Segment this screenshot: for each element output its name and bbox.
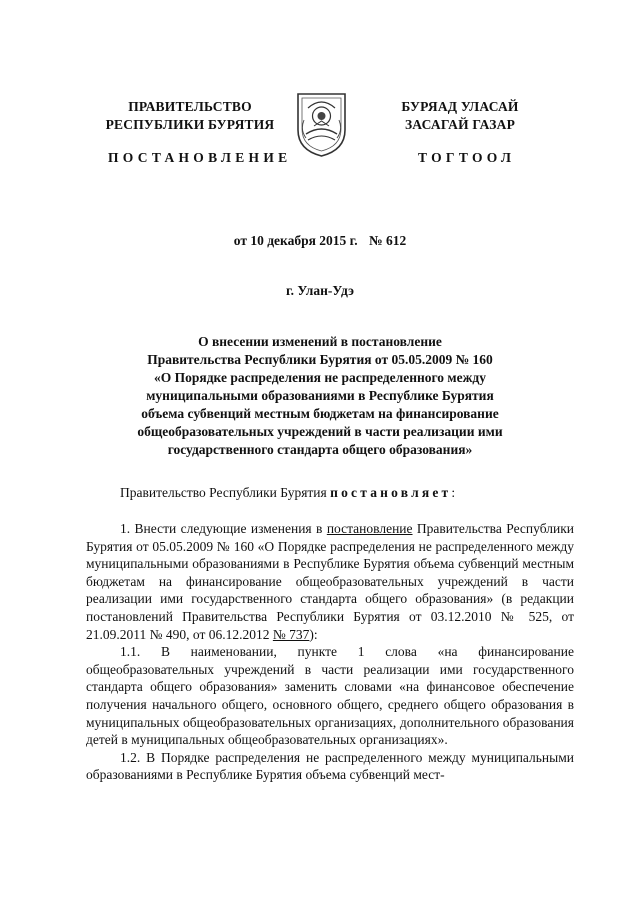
title-line: государственного стандарта общего образования» bbox=[167, 442, 473, 457]
title-line: Правительства Республики Бурятия от 05.05.2009 № 160 bbox=[147, 352, 493, 367]
preamble-text: Правительство Республики Бурятия bbox=[120, 485, 331, 500]
resolution-737-link[interactable]: № 737 bbox=[272, 626, 310, 642]
government-name-ru bbox=[105, 98, 275, 134]
document-date-number bbox=[0, 233, 640, 249]
title-line: муниципальными образованиями в Республике Бурятия bbox=[146, 388, 494, 403]
government-name-bua bbox=[380, 98, 540, 134]
document-date: от 10 декабря 2015 г. bbox=[233, 233, 358, 248]
title-line: О внесении изменений в постановление bbox=[198, 334, 442, 349]
document-city: г. Улан-Удэ bbox=[286, 283, 354, 298]
coat-of-arms-icon bbox=[294, 90, 349, 158]
preamble-action: постановляет bbox=[330, 485, 452, 500]
document-type-ru: ПОСТАНОВЛЕНИЕ bbox=[108, 150, 292, 165]
government-line-1: ПРАВИТЕЛЬСТВО bbox=[128, 99, 252, 114]
government-line-1-bua: БУРЯАД УЛАСАЙ bbox=[401, 99, 519, 114]
title-line: «О Порядке распределения не распределенного между bbox=[154, 370, 486, 385]
preamble-colon: : bbox=[451, 485, 456, 500]
paragraph-1-text-c: ): bbox=[309, 626, 318, 642]
paragraph-1-1: 1.1. В наименовании, пункте 1 слова «на финансирование общеобразовательных учреждений в части реализации ими государственного стандарта общего образования» заменить словами «на финансовое обеспечение получения начального общего, основного общего, среднего общего образования в муниципальных общеобразовательных организациях, дополнительного образования детей в муниципальных общеобразовательных организациях». bbox=[86, 644, 574, 748]
preamble bbox=[120, 485, 560, 501]
document-type-bua: ТОГТООЛ bbox=[418, 150, 516, 165]
government-line-2-bua: ЗАСАГАЙ ГАЗАР bbox=[404, 117, 516, 132]
paragraph-1 bbox=[86, 520, 574, 643]
document-body bbox=[86, 520, 574, 784]
document-number: № 612 bbox=[369, 233, 407, 248]
title-line: общеобразовательных учреждений в части реализации ими bbox=[137, 424, 503, 439]
government-line-2: РЕСПУБЛИКИ БУРЯТИЯ bbox=[105, 117, 275, 132]
paragraph-1-2: 1.2. В Порядке распределения не распределенного между муниципальными образованиями в Республике Бурятия объема субвенций мест- bbox=[86, 749, 574, 783]
title-line: объема субвенций местным бюджетам на финансирование bbox=[141, 406, 499, 421]
paragraph-1-text-b: Правительства Республики Бурятия от 05.05.2009 № 160 «О Порядке распределения не распределенного между муниципальными образованиями в Республике Бурятия объема субвенций местным бюджетам на финансирование общеобразовательных учреждений в части реализации ими государственного стандарта общего образования» (в редакции постановлений Правительства Республики Бурятия от 03.12.2010 № 525, от 21.09.2011 № 490, от 06.12.2012 bbox=[86, 521, 574, 642]
document-title bbox=[100, 333, 540, 459]
paragraph-1-text-a: 1. Внести следующие изменения в bbox=[120, 521, 327, 536]
resolution-link[interactable]: постановление bbox=[326, 521, 413, 536]
